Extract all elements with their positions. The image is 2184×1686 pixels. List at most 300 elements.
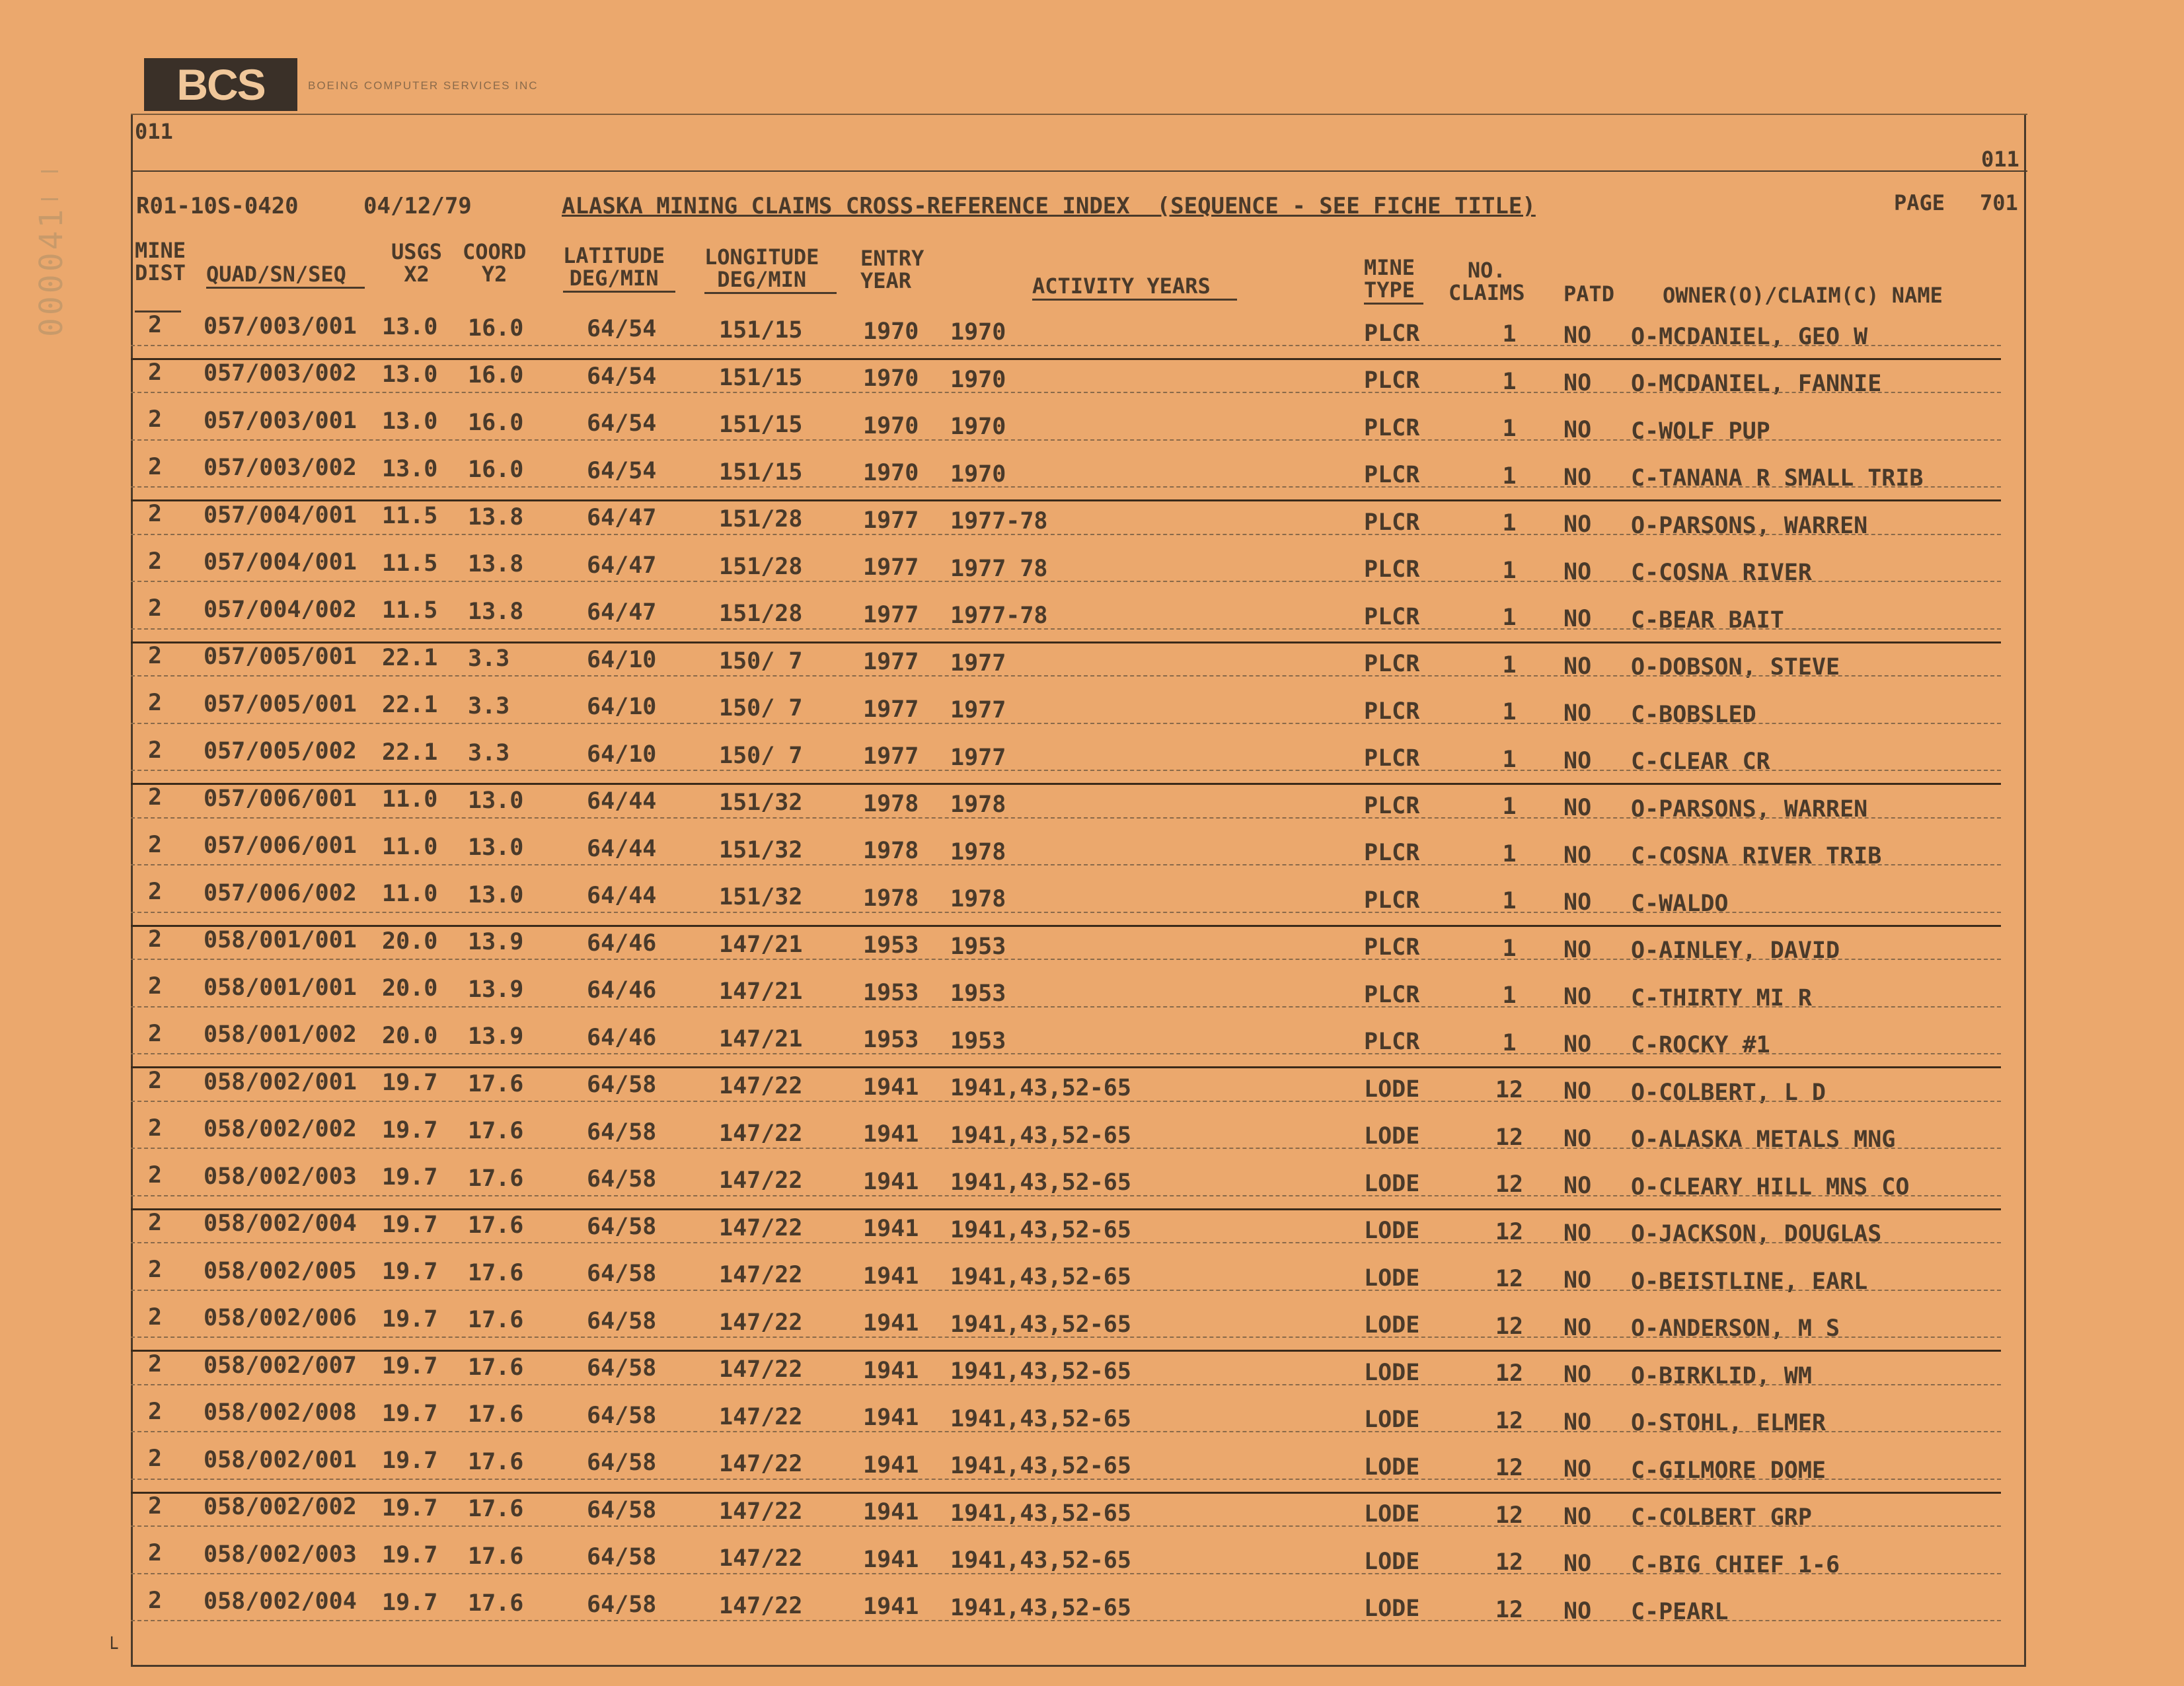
patented-cell: NO <box>1563 842 1592 869</box>
patented-cell: NO <box>1563 464 1592 491</box>
owner-claim-name-cell: C-COSNA RIVER <box>1631 560 1812 587</box>
mine-dist-cell: 2 <box>148 406 163 433</box>
strike-line <box>131 1208 2001 1210</box>
entry-year-cell: 1941 <box>863 1074 919 1101</box>
quad-cell: 058/001/001 <box>204 974 357 1001</box>
claims-count-cell: 1 <box>1502 510 1517 537</box>
latitude-cell: 64/46 <box>587 977 657 1004</box>
table-row <box>131 393 2027 445</box>
activity-years-cell: 1941,43,52-65 <box>950 1169 1131 1196</box>
mine-dist-cell: 2 <box>148 595 163 622</box>
bottom-corner-mark: └ <box>106 1637 118 1660</box>
owner-claim-name-cell: O-MCDANIEL, GEO W <box>1631 323 1868 350</box>
table-row <box>131 346 2027 398</box>
coord-y2-cell: 17.6 <box>468 1354 524 1381</box>
coord-y2-cell: 17.6 <box>468 1212 524 1239</box>
patented-cell: NO <box>1563 1078 1592 1105</box>
col-mine-type: MINE TYPE <box>1364 255 1415 303</box>
mine-type-cell: LODE <box>1364 1218 1420 1245</box>
top-rule <box>131 170 2027 172</box>
entry-year-cell: 1978 <box>863 838 919 865</box>
usgs-x2-cell: 11.5 <box>382 503 438 530</box>
entry-year-cell: 1977 <box>863 507 919 534</box>
page-number: 701 <box>1980 190 2018 215</box>
header-underline <box>206 287 365 289</box>
owner-claim-name-cell: C-TANANA R SMALL TRIB <box>1631 465 1924 492</box>
patented-cell: NO <box>1563 322 1592 349</box>
usgs-x2-cell: 19.7 <box>382 1589 438 1616</box>
latitude-cell: 64/54 <box>587 363 657 390</box>
usgs-x2-cell: 11.0 <box>382 833 438 860</box>
mine-type-cell: PLCR <box>1364 981 1420 1008</box>
quad-cell: 057/006/002 <box>204 879 357 906</box>
patented-cell: NO <box>1563 747 1592 774</box>
longitude-cell: 150/ 7 <box>719 742 803 769</box>
coord-y2-cell: 13.0 <box>468 787 524 814</box>
entry-year-cell: 1941 <box>863 1263 919 1290</box>
mine-dist-cell: 2 <box>148 973 163 1000</box>
latitude-cell: 64/10 <box>587 694 657 721</box>
usgs-x2-cell: 19.7 <box>382 1400 438 1427</box>
usgs-x2-cell: 11.0 <box>382 881 438 908</box>
side-stamp: 000041 <box>33 206 70 337</box>
latitude-cell: 64/58 <box>587 1166 657 1193</box>
owner-claim-name-cell: C-WALDO <box>1631 890 1729 917</box>
patented-cell: NO <box>1563 1597 1592 1625</box>
latitude-cell: 64/46 <box>587 930 657 957</box>
coord-y2-cell: 17.6 <box>468 1165 524 1192</box>
table-row <box>131 1196 2027 1248</box>
mine-dist-cell: 2 <box>148 642 163 669</box>
activity-years-cell: 1941,43,52-65 <box>950 1405 1131 1432</box>
claims-count-cell: 12 <box>1495 1171 1524 1198</box>
activity-years-cell: 1941,43,52-65 <box>950 1122 1131 1149</box>
longitude-cell: 151/15 <box>719 364 803 391</box>
owner-claim-name-cell: C-CLEAR CR <box>1631 749 1770 776</box>
mine-type-cell: PLCR <box>1364 698 1420 725</box>
strike-line <box>131 641 2001 643</box>
mine-dist-cell: 2 <box>148 1398 163 1425</box>
mine-dist-cell: 2 <box>148 737 163 764</box>
entry-year-cell: 1941 <box>863 1546 919 1573</box>
coord-y2-cell: 17.6 <box>468 1259 524 1286</box>
activity-years-cell: 1977-78 <box>950 508 1048 535</box>
latitude-cell: 64/54 <box>587 316 657 343</box>
claims-count-cell: 1 <box>1502 651 1517 678</box>
longitude-cell: 147/22 <box>719 1403 803 1430</box>
activity-years-cell: 1970 <box>950 414 1006 441</box>
header-underline <box>563 291 675 293</box>
activity-years-cell: 1977 <box>950 649 1006 677</box>
quad-cell: 057/005/002 <box>204 738 357 765</box>
activity-years-cell: 1941,43,52-65 <box>950 1453 1131 1480</box>
usgs-x2-cell: 19.7 <box>382 1117 438 1144</box>
activity-years-cell: 1953 <box>950 933 1006 960</box>
owner-claim-name-cell: O-AINLEY, DAVID <box>1631 937 1840 965</box>
entry-year-cell: 1970 <box>863 460 919 487</box>
usgs-x2-cell: 11.5 <box>382 597 438 624</box>
col-entry: ENTRY YEAR <box>860 246 924 293</box>
mine-dist-cell: 2 <box>148 359 163 386</box>
claims-count-cell: 1 <box>1502 840 1517 867</box>
table-row <box>131 865 2027 917</box>
coord-y2-cell: 17.6 <box>468 1070 524 1097</box>
entry-year-cell: 1977 <box>863 649 919 676</box>
owner-claim-name-cell: O-ALASKA METALS MNG <box>1631 1126 1896 1154</box>
activity-years-cell: 1941,43,52-65 <box>950 1075 1131 1102</box>
patented-cell: NO <box>1563 606 1592 632</box>
entry-year-cell: 1953 <box>863 1027 919 1054</box>
mine-dist-cell: 2 <box>148 1303 163 1331</box>
activity-years-cell: 1941,43,52-65 <box>950 1547 1131 1574</box>
activity-years-cell: 1970 <box>950 460 1006 488</box>
logo-subtitle: BOEING COMPUTER SERVICES INC <box>308 79 539 92</box>
quad-cell: 058/002/003 <box>204 1541 357 1568</box>
coord-y2-cell: 17.6 <box>468 1590 524 1617</box>
claims-count-cell: 1 <box>1502 888 1517 915</box>
entry-year-cell: 1978 <box>863 790 919 817</box>
quad-cell: 057/005/001 <box>204 690 357 717</box>
longitude-cell: 147/22 <box>719 1592 803 1619</box>
quad-cell: 057/006/001 <box>204 832 357 860</box>
longitude-cell: 151/28 <box>719 506 803 532</box>
quad-cell: 057/003/001 <box>204 312 357 340</box>
mine-dist-cell: 2 <box>148 926 163 953</box>
usgs-x2-cell: 22.1 <box>382 644 438 671</box>
claims-count-cell: 1 <box>1502 368 1517 395</box>
entry-year-cell: 1941 <box>863 1168 919 1195</box>
quad-cell: 057/003/002 <box>204 360 357 387</box>
col-coord: COORD Y2 <box>463 239 527 287</box>
mine-type-cell: PLCR <box>1364 367 1420 394</box>
entry-year-cell: 1970 <box>863 412 919 439</box>
table-row <box>131 771 2027 823</box>
activity-years-cell: 1977 78 <box>950 555 1048 582</box>
mine-type-cell: LODE <box>1364 1453 1420 1481</box>
coord-y2-cell: 16.0 <box>468 314 524 342</box>
activity-years-cell: 1970 <box>950 366 1006 393</box>
longitude-cell: 147/22 <box>719 1309 803 1336</box>
activity-years-cell: 1977-78 <box>950 603 1048 630</box>
mine-type-cell: PLCR <box>1364 509 1420 536</box>
frame-top-rule <box>131 114 2027 115</box>
quad-cell: 057/005/001 <box>204 643 357 671</box>
patented-cell: NO <box>1563 653 1592 680</box>
col-patd: PATD <box>1563 281 1615 307</box>
usgs-x2-cell: 20.0 <box>382 975 438 1002</box>
longitude-cell: 147/22 <box>719 1214 803 1241</box>
claims-count-cell: 1 <box>1502 605 1517 632</box>
quad-cell: 058/002/001 <box>204 1446 357 1473</box>
mine-dist-cell: 2 <box>148 879 163 905</box>
claims-count-cell: 12 <box>1495 1455 1524 1482</box>
latitude-cell: 64/44 <box>587 883 657 910</box>
usgs-x2-cell: 19.7 <box>382 1164 438 1191</box>
side-mark <box>41 170 58 172</box>
quad-cell: 058/002/007 <box>204 1352 357 1379</box>
patented-cell: NO <box>1563 1031 1592 1058</box>
owner-claim-name-cell: O-PARSONS, WARREN <box>1631 795 1868 823</box>
mine-dist-cell: 2 <box>148 1587 163 1614</box>
table-row <box>131 582 2027 634</box>
col-activity: ACTIVITY YEARS <box>1032 274 1211 299</box>
latitude-cell: 64/58 <box>587 1213 657 1240</box>
owner-claim-name-cell: C-BEAR BAIT <box>1631 606 1784 634</box>
table-row <box>131 488 2027 539</box>
owner-claim-name-cell: C-BOBSLED <box>1631 701 1756 728</box>
activity-years-cell: 1977 <box>950 697 1006 724</box>
claims-count-cell: 12 <box>1495 1313 1524 1340</box>
quad-cell: 058/002/004 <box>204 1588 357 1615</box>
table-row <box>131 299 2027 350</box>
owner-claim-name-cell: C-BIG CHIEF 1-6 <box>1631 1551 1840 1578</box>
mine-type-cell: LODE <box>1364 1407 1420 1434</box>
table-row <box>131 1385 2027 1437</box>
coord-y2-cell: 17.6 <box>468 1496 524 1523</box>
longitude-cell: 147/22 <box>719 1073 803 1099</box>
table-row <box>131 1574 2027 1626</box>
owner-claim-name-cell: C-COSNA RIVER TRIB <box>1631 843 1882 870</box>
usgs-x2-cell: 22.1 <box>382 739 438 766</box>
claims-count-cell: 1 <box>1502 1029 1517 1056</box>
activity-years-cell: 1941,43,52-65 <box>950 1500 1131 1527</box>
strike-line <box>131 925 2001 927</box>
latitude-cell: 64/46 <box>587 1024 657 1051</box>
strike-line <box>131 499 2001 501</box>
mine-type-cell: PLCR <box>1364 887 1420 914</box>
claims-count-cell: 1 <box>1502 793 1517 821</box>
row-rule <box>131 1620 2001 1621</box>
owner-claim-name-cell: O-STOHL, ELMER <box>1631 1410 1826 1437</box>
longitude-cell: 147/22 <box>719 1356 803 1383</box>
coord-y2-cell: 17.6 <box>468 1401 524 1428</box>
mine-dist-cell: 2 <box>148 1209 163 1236</box>
patented-cell: NO <box>1563 1267 1592 1294</box>
usgs-x2-cell: 19.7 <box>382 1211 438 1238</box>
entry-year-cell: 1977 <box>863 743 919 770</box>
activity-years-cell: 1978 <box>950 838 1006 865</box>
table-row <box>131 1054 2027 1106</box>
quad-cell: 058/002/002 <box>204 1494 357 1521</box>
claims-count-cell: 1 <box>1502 557 1517 584</box>
mine-dist-cell: 2 <box>148 1540 163 1566</box>
claims-count-cell: 12 <box>1495 1266 1524 1293</box>
longitude-cell: 151/32 <box>719 836 803 863</box>
latitude-cell: 64/44 <box>587 835 657 862</box>
latitude-cell: 64/10 <box>587 646 657 673</box>
claims-count-cell: 1 <box>1502 699 1517 726</box>
mine-dist-cell: 2 <box>148 501 163 527</box>
entry-year-cell: 1977 <box>863 696 919 723</box>
latitude-cell: 64/58 <box>587 1261 657 1288</box>
col-owner: OWNER(O)/CLAIM(C) NAME <box>1663 283 1943 308</box>
col-usgs: USGS X2 <box>391 239 443 287</box>
mine-type-cell: PLCR <box>1364 934 1420 961</box>
longitude-cell: 151/32 <box>719 884 803 910</box>
entry-year-cell: 1978 <box>863 885 919 912</box>
mine-dist-cell: 2 <box>148 690 163 716</box>
quad-cell: 058/002/005 <box>204 1257 357 1284</box>
patented-cell: NO <box>1563 984 1592 1010</box>
mine-dist-cell: 2 <box>148 1162 163 1189</box>
coord-y2-cell: 17.6 <box>468 1307 524 1334</box>
owner-claim-name-cell: O-DOBSON, STEVE <box>1631 654 1840 681</box>
latitude-cell: 64/58 <box>587 1591 657 1618</box>
mine-type-cell: PLCR <box>1364 320 1420 347</box>
claims-count-cell: 12 <box>1495 1407 1524 1434</box>
quad-cell: 058/002/003 <box>204 1163 357 1190</box>
col-longitude: LONGITUDE DEG/MIN <box>704 244 819 292</box>
mine-dist-cell: 2 <box>148 312 163 338</box>
quad-cell: 058/002/008 <box>204 1399 357 1426</box>
mine-type-cell: PLCR <box>1364 462 1420 489</box>
mine-dist-cell: 2 <box>148 453 163 480</box>
activity-years-cell: 1977 <box>950 744 1006 771</box>
longitude-cell: 147/22 <box>719 1451 803 1477</box>
mine-type-cell: LODE <box>1364 1264 1420 1292</box>
coord-y2-cell: 16.0 <box>468 362 524 389</box>
activity-years-cell: 1953 <box>950 980 1006 1008</box>
activity-years-cell: 1970 <box>950 319 1006 346</box>
activity-years-cell: 1978 <box>950 886 1006 913</box>
usgs-x2-cell: 20.0 <box>382 1022 438 1049</box>
mine-dist-cell: 2 <box>148 548 163 575</box>
entry-year-cell: 1977 <box>863 554 919 581</box>
owner-claim-name-cell: C-THIRTY MI R <box>1631 984 1812 1011</box>
longitude-cell: 147/22 <box>719 1498 803 1525</box>
owner-claim-name-cell: O-BIRKLID, WM <box>1631 1362 1812 1389</box>
usgs-x2-cell: 19.7 <box>382 1448 438 1475</box>
quad-cell: 057/003/001 <box>204 407 357 434</box>
strike-line <box>131 783 2001 785</box>
strike-line <box>131 1066 2001 1068</box>
owner-claim-name-cell: O-CLEARY HILL MNS CO <box>1631 1173 1910 1200</box>
quad-cell: 058/002/002 <box>204 1116 357 1143</box>
patented-cell: NO <box>1563 1409 1592 1436</box>
longitude-cell: 150/ 7 <box>719 647 803 675</box>
table-row <box>131 535 2027 587</box>
longitude-cell: 147/21 <box>719 978 803 1005</box>
latitude-cell: 64/47 <box>587 552 657 579</box>
quad-cell: 058/002/001 <box>204 1068 357 1095</box>
latitude-cell: 64/58 <box>587 1307 657 1335</box>
table-row <box>131 1149 2027 1200</box>
claims-count-cell: 1 <box>1502 416 1517 443</box>
owner-claim-name-cell: O-JACKSON, DOUGLAS <box>1631 1221 1882 1248</box>
patented-cell: NO <box>1563 1551 1592 1577</box>
latitude-cell: 64/58 <box>587 1449 657 1477</box>
entry-year-cell: 1941 <box>863 1121 919 1148</box>
entry-year-cell: 1941 <box>863 1216 919 1243</box>
patented-cell: NO <box>1563 369 1592 396</box>
activity-years-cell: 1941,43,52-65 <box>950 1311 1131 1338</box>
mine-type-cell: PLCR <box>1364 414 1420 441</box>
coord-y2-cell: 17.6 <box>468 1448 524 1475</box>
latitude-cell: 64/58 <box>587 1118 657 1146</box>
report-title: ALASKA MINING CLAIMS CROSS-REFERENCE INDEX (SEQUENCE - SEE FICHE TITLE) <box>562 193 1536 219</box>
activity-years-cell: 1941,43,52-65 <box>950 1594 1131 1621</box>
coord-y2-cell: 13.0 <box>468 881 524 908</box>
claims-count-cell: 1 <box>1502 935 1517 962</box>
owner-claim-name-cell: C-ROCKY #1 <box>1631 1032 1770 1059</box>
usgs-x2-cell: 22.1 <box>382 692 438 719</box>
claims-count-cell: 12 <box>1495 1124 1524 1151</box>
mine-dist-cell: 2 <box>148 1257 163 1283</box>
mine-type-cell: LODE <box>1364 1076 1420 1103</box>
col-latitude: LATITUDE DEG/MIN <box>563 243 665 291</box>
quad-cell: 058/001/001 <box>204 927 357 954</box>
claims-count-cell: 1 <box>1502 982 1517 1009</box>
usgs-x2-cell: 11.5 <box>382 550 438 577</box>
patented-cell: NO <box>1563 889 1592 916</box>
owner-claim-name-cell: O-PARSONS, WARREN <box>1631 512 1868 539</box>
usgs-x2-cell: 19.7 <box>382 1542 438 1569</box>
usgs-x2-cell: 19.7 <box>382 1070 438 1097</box>
longitude-cell: 147/22 <box>719 1120 803 1147</box>
mine-dist-cell: 2 <box>148 1068 163 1094</box>
mine-type-cell: PLCR <box>1364 1029 1420 1056</box>
bcs-logo: BCS <box>144 58 297 111</box>
entry-year-cell: 1941 <box>863 1405 919 1432</box>
usgs-x2-cell: 11.0 <box>382 786 438 813</box>
entry-year-cell: 1970 <box>863 365 919 392</box>
claims-table <box>131 299 2027 1626</box>
coord-y2-cell: 3.3 <box>468 692 510 719</box>
table-row <box>131 1102 2027 1154</box>
corner-code-right: 011 <box>1981 147 2019 172</box>
latitude-cell: 64/58 <box>587 1402 657 1429</box>
activity-years-cell: 1941,43,52-65 <box>950 1264 1131 1291</box>
patented-cell: NO <box>1563 936 1592 963</box>
table-row <box>131 630 2027 681</box>
patented-cell: NO <box>1563 1456 1592 1483</box>
claims-count-cell: 12 <box>1495 1360 1524 1387</box>
activity-years-cell: 1953 <box>950 1027 1006 1054</box>
quad-cell: 058/001/002 <box>204 1021 357 1048</box>
coord-y2-cell: 17.6 <box>468 1543 524 1570</box>
header-underline <box>704 292 837 294</box>
longitude-cell: 151/15 <box>719 317 803 344</box>
patented-cell: NO <box>1563 417 1592 443</box>
mine-type-cell: LODE <box>1364 1123 1420 1150</box>
table-row <box>131 819 2027 870</box>
entry-year-cell: 1941 <box>863 1451 919 1479</box>
mine-dist-cell: 2 <box>148 784 163 811</box>
col-claims: NO. CLAIMS <box>1449 258 1525 305</box>
patented-cell: NO <box>1563 1125 1592 1152</box>
latitude-cell: 64/58 <box>587 1355 657 1382</box>
patented-cell: NO <box>1563 795 1592 821</box>
latitude-cell: 64/44 <box>587 788 657 815</box>
longitude-cell: 151/28 <box>719 553 803 580</box>
coord-y2-cell: 17.6 <box>468 1118 524 1145</box>
longitude-cell: 151/15 <box>719 458 803 486</box>
quad-cell: 057/003/002 <box>204 455 357 482</box>
coord-y2-cell: 13.8 <box>468 503 524 531</box>
latitude-cell: 64/47 <box>587 505 657 532</box>
latitude-cell: 64/10 <box>587 741 657 768</box>
latitude-cell: 64/47 <box>587 599 657 626</box>
longitude-cell: 147/21 <box>719 931 803 958</box>
mine-dist-cell: 2 <box>148 1492 163 1520</box>
table-row <box>131 960 2027 1011</box>
table-row <box>131 1243 2027 1295</box>
coord-y2-cell: 3.3 <box>468 645 510 673</box>
claims-count-cell: 12 <box>1495 1218 1524 1245</box>
coord-y2-cell: 13.9 <box>468 1023 524 1050</box>
corner-code-left: 011 <box>135 119 173 144</box>
patented-cell: NO <box>1563 511 1592 538</box>
